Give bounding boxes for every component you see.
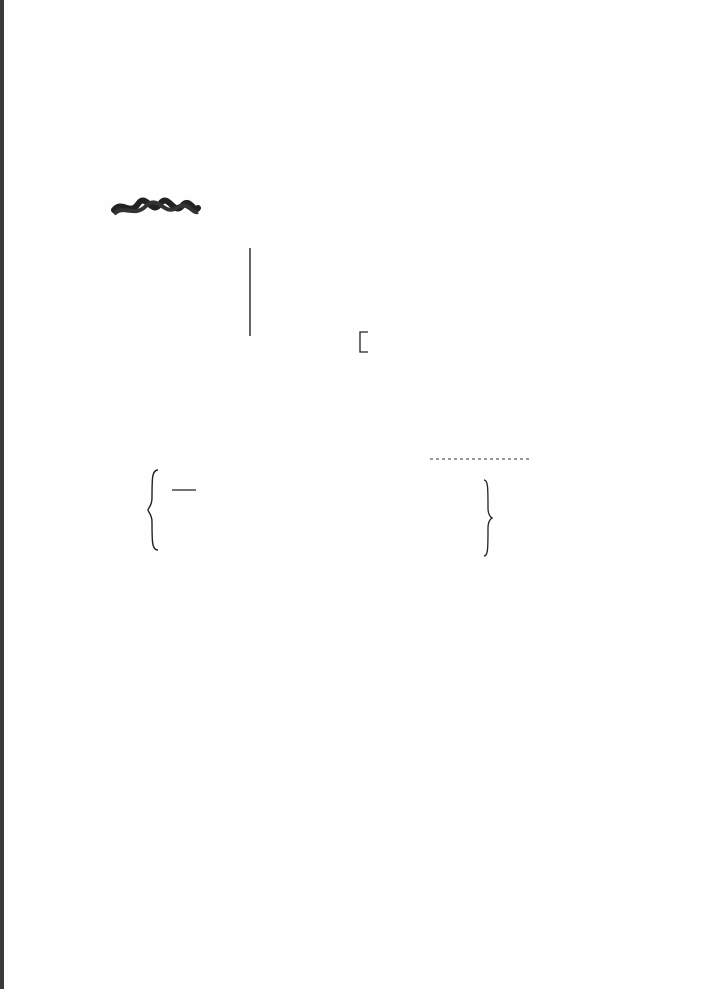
list-bracket — [244, 246, 254, 338]
scan-edge — [0, 0, 4, 989]
case1-frac-bar — [172, 488, 196, 492]
dashed-underline — [430, 456, 530, 462]
scribble-crossout — [112, 196, 200, 220]
right-brace — [482, 478, 494, 558]
left-brace — [146, 468, 162, 552]
small-bracket — [356, 330, 370, 354]
